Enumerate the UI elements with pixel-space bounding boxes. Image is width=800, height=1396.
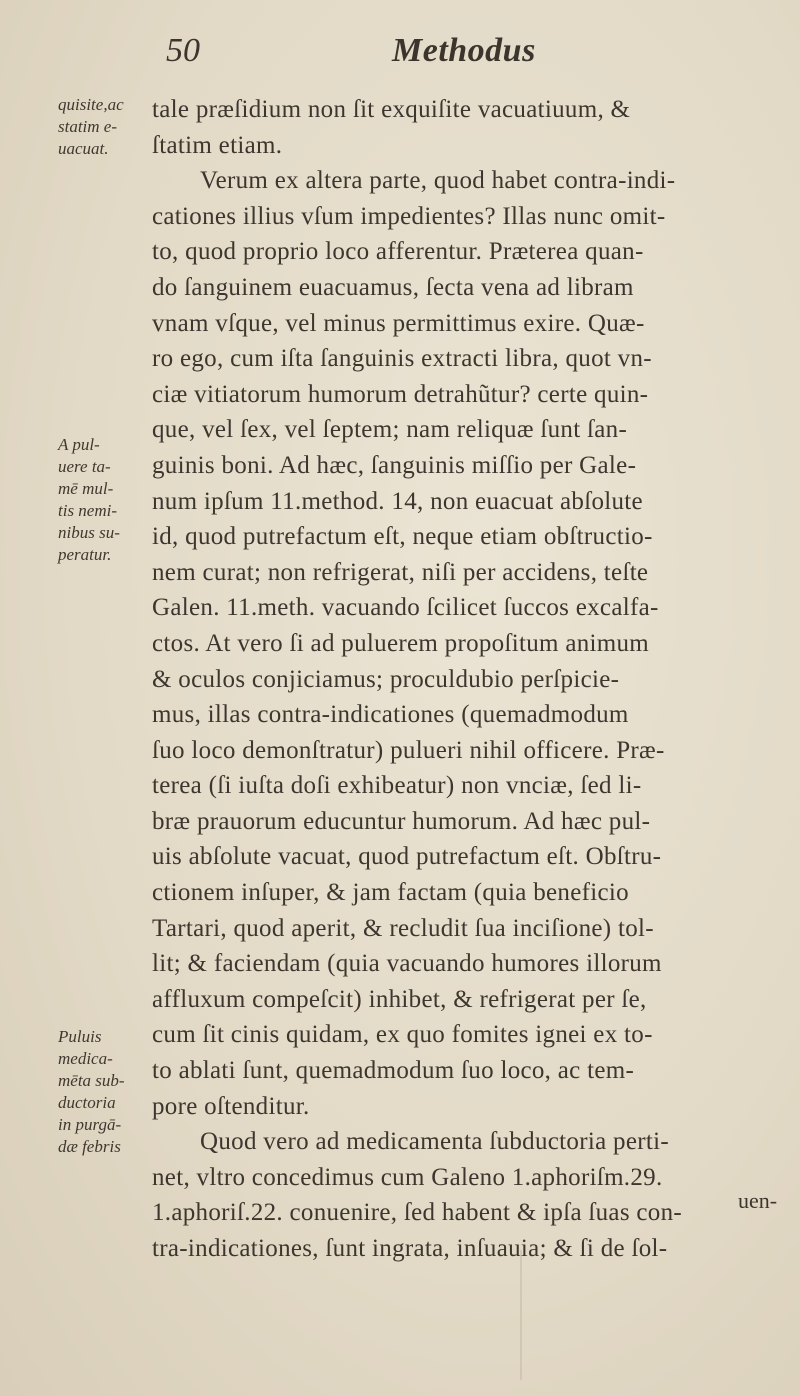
- running-head: Methodus: [392, 32, 536, 69]
- text-line: guinis boni. Ad hæc, ſanguinis miſſio per Gale-: [152, 451, 637, 479]
- margin-note-3: [58, 1026, 150, 1158]
- text-line: to ablati ſunt, quemadmodum ſuo loco, ac tem-: [152, 1057, 635, 1085]
- text-line: Quod vero ad medicamenta ſubductoria perti-: [200, 1128, 669, 1156]
- margin-note-line: in purgā-: [58, 1115, 122, 1134]
- margin-note-line: mēta sub-: [58, 1071, 125, 1090]
- text-line: cum ſit cinis quidam, ex quo fomites ignei ex to-: [152, 1021, 653, 1049]
- margin-note-line: Puluis: [58, 1027, 102, 1046]
- margin-note-line: uere ta-: [58, 457, 111, 476]
- text-line: bræ prauorum educuntur humorum. Ad hæc pul-: [152, 807, 651, 835]
- text-line: net, vltro concedimus cum Galeno 1.aphoriſm.29.: [152, 1163, 663, 1191]
- margin-note-line: nibus su-: [58, 523, 120, 542]
- text-line: ctos. At vero ſi ad puluerem propoſitum animum: [152, 629, 650, 657]
- text-line: ctionem inſuper, & jam factam (quia beneficio: [152, 879, 629, 907]
- text-line: ſuo loco demonſtratur) pulueri nihil officere. Præ-: [152, 736, 665, 764]
- text-line: 1.aphoriſ.22. conuenire, ſed habent & ipſa ſuas con-: [152, 1199, 683, 1227]
- margin-note-line: mē mul-: [58, 479, 114, 498]
- text-line: id, quod putrefactum eſt, neque etiam obſtructio-: [152, 523, 653, 551]
- text-line: vnam vſque, vel minus permittimus exire. Quæ-: [152, 309, 645, 337]
- margin-note-1: [58, 94, 150, 160]
- text-line: que, vel ſex, vel ſeptem; nam reliquæ ſunt ſan-: [152, 416, 628, 444]
- text-line: nem curat; non refrigerat, niſi per accidens, teſte: [152, 558, 649, 586]
- margin-note-line: medica-: [58, 1049, 113, 1068]
- text-line: tale præſidium non ſit exquiſite vacuatiuum, &: [152, 96, 631, 123]
- main-text: [152, 92, 792, 1267]
- text-line: Verum ex altera parte, quod habet contra-indi-: [200, 167, 676, 195]
- margin-note-line: peratur.: [58, 545, 112, 564]
- text-line: ro ego, cum iſta ſanguinis extracti libra, quot vn-: [152, 345, 652, 373]
- margin-note-line: dæ febris: [58, 1137, 121, 1156]
- text-line: Galen. 11.meth. vacuando ſcilicet ſuccos excalfa-: [152, 594, 659, 622]
- text-line: uis abſolute vacuat, quod putrefactum eſt. Obſtru-: [152, 843, 662, 871]
- margin-note-line: uacuat.: [58, 139, 109, 158]
- margin-note-line: tis nemi-: [58, 501, 118, 520]
- text-line: cationes illius vſum impedientes? Illas nunc omit-: [152, 202, 666, 230]
- page-number: 50: [166, 32, 200, 69]
- text-line: pore oſtenditur.: [152, 1092, 310, 1120]
- text-line: ſtatim etiam.: [152, 131, 283, 159]
- text-line: tra-indicationes, ſunt ingrata, inſuauia; & ſi de ſol-: [152, 1235, 668, 1262]
- text-line: do ſanguinem euacuamus, ſecta vena ad libram: [152, 273, 634, 301]
- text-line: mus, illas contra-indicationes (quemadmodum: [152, 701, 629, 729]
- text-line: to, quod proprio loco afferentur. Præterea quan-: [152, 238, 644, 266]
- text-line: affluxum compeſcit) inhibet, & refrigerat per ſe,: [152, 985, 647, 1013]
- text-line: num ipſum 11.method. 14, non euacuat abſolute: [152, 487, 643, 515]
- text-line: Tartari, quod aperit, & recludit ſua inciſione) tol-: [152, 914, 654, 942]
- page-crease: [520, 1250, 522, 1380]
- margin-note-line: quisite,ac: [58, 95, 124, 114]
- text-line: & oculos conjiciamus; proculdubio perſpicie-: [152, 665, 620, 693]
- text-line: ciæ vitiatorum humorum detrahũtur? certe quin-: [152, 380, 649, 408]
- text-line: terea (ſi iuſta doſi exhibeatur) non vnciæ, ſed li-: [152, 772, 642, 800]
- margin-note-line: A pul-: [58, 435, 100, 454]
- page-header: [0, 26, 800, 74]
- margin-note-line: ductoria: [58, 1093, 116, 1112]
- text-line: lit; & faciendam (quia vacuando humores illorum: [152, 950, 662, 978]
- margin-note-line: statim e-: [58, 117, 118, 136]
- margin-note-2: [58, 434, 150, 566]
- catchword: uen-: [738, 1188, 778, 1213]
